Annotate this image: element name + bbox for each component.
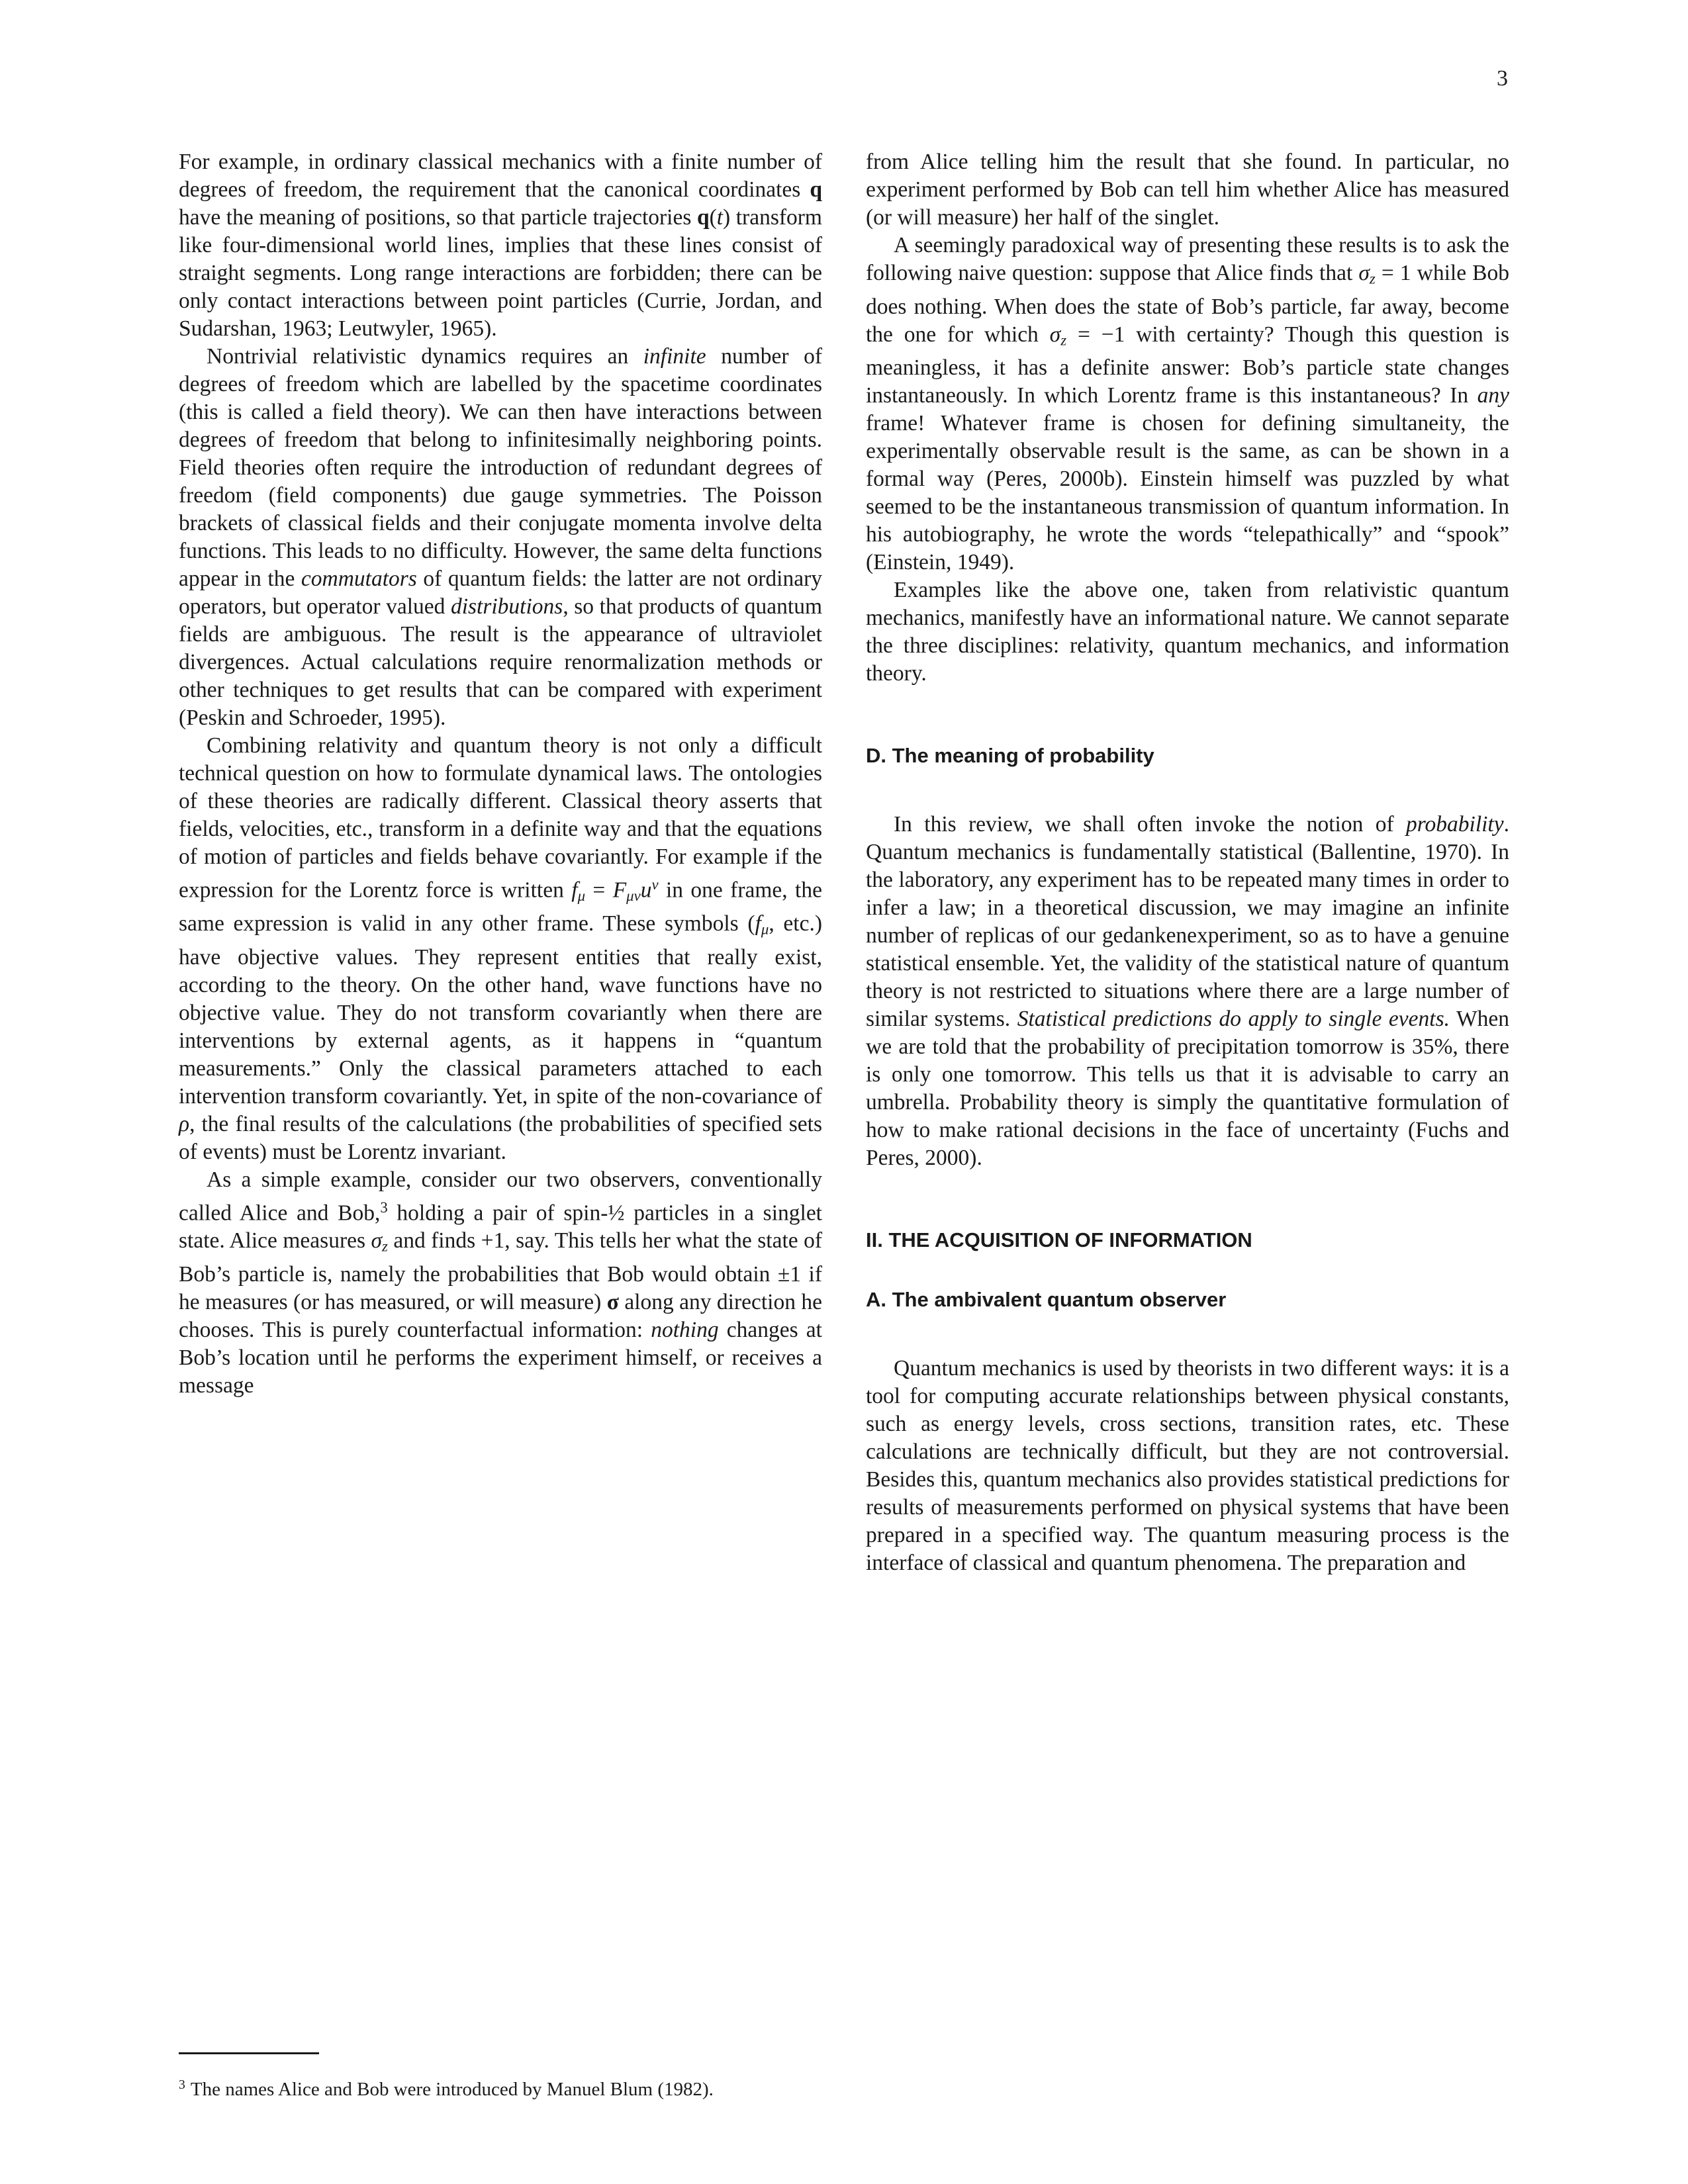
text-segment-b: q [810, 177, 822, 202]
paragraph [179, 148, 822, 343]
text-segment: = −1 with certainty? Though this question is meaningless, it has a definite answer: Bob’s particle state changes instantaneously. In which Lorentz frame is this instantaneous? In [866, 322, 1509, 408]
text-segment: , etc.) have objective values. They represent entities that really exist, according to the theory. On the other hand, wave functions have no objective value. They do not transform covariantly when there are interventions by external agents, as it happens in “quantum measurements.” Only the classical parameters attached to each intervention transform covariantly. Yet, in spite of the non-covariance of [179, 911, 822, 1109]
text-segment: Nontrivial relativistic dynamics requires an [207, 344, 643, 369]
paragraph [866, 576, 1509, 688]
text-segment: frame! Whatever frame is chosen for defining simultaneity, the experimentally observable result is the same, as can be shown in a formal way (Peres, 2000b). Einstein himself was puzzled by what seemed to be the instantaneous transmission of quantum information. In his autobiography, he wrote the words “telepathically” and “spook” (Einstein, 1949). [866, 411, 1509, 575]
text-segment: , so that products of quantum fields are ambiguous. The result is the appearance of ultraviolet divergences. Actual calculations require renormalization methods or other techniques to get results that can be compared with experiment (Peskin and Schroeder, 1995). [179, 594, 822, 730]
page-number: 3 [1497, 66, 1508, 91]
text-segment: = [585, 878, 613, 903]
text-segment-i: F [612, 878, 627, 903]
text-segment: For example, in ordinary classical mechanics with a finite number of degrees of freedom, the requirement that the canonical coordinates [179, 150, 822, 202]
text-segment: ) transform like four-dimensional world lines, implies that these lines consist of straight segments. Long range interactions are forbidden; there can be only contact interactions between point particles (Currie, Jordan, and Sudarshan, 1963; Leutwyler, 1965). [179, 205, 822, 341]
text-segment-i: t [716, 205, 724, 230]
text-segment: number of degrees of freedom which are labelled by the spacetime coordinates (this is called a field theory). We can then have interactions between degrees of freedom that belong to infinitesimally neighboring points. Field theories often require the introduction of redundant degrees of freedom (field components) due gauge symmetries. The Poisson brackets of classical fields and their conjugate momenta involve delta functions. This leads to no difficulty. However, the same delta functions appear in the [179, 344, 822, 591]
paragraph [866, 811, 1509, 1172]
text-segment-sup: 3 [380, 1199, 388, 1216]
text-segment-b: σ [606, 1289, 619, 1314]
right-column [866, 148, 1509, 2102]
paragraph [179, 1166, 822, 1400]
text-segment-i: f [571, 878, 578, 903]
text-segment-i: σ [1049, 322, 1061, 347]
text-segment: = 1 while Bob does nothing. When does the state of Bob’s particle, far away, become the one for which [866, 261, 1509, 347]
text-segment-sub: z [1369, 270, 1376, 287]
text-segment-i: probability [1405, 812, 1504, 837]
paragraph [179, 732, 822, 1166]
text-segment-sub: z [382, 1238, 388, 1255]
text-segment: holding a pair of spin-½ particles in a singlet state. Alice measures [179, 1201, 822, 1253]
footnote-rule [179, 2052, 319, 2054]
text-segment: from Alice telling him the result that she found. In particular, no experiment performed by Bob can tell him whether Alice has measured (or will measure) her half of the singlet. [866, 150, 1509, 230]
text-segment-i: commutators [301, 567, 417, 591]
text-segment: of quantum fields: the latter are not ordinary operators, but operator valued [179, 567, 822, 619]
text-segment-i: f [755, 911, 761, 936]
text-segment: Quantum mechanics is used by theorists in two different ways: it is a tool for computing accurate relationships between physical constants, such as energy levels, cross sections, transition rates, etc. These calculations are technically difficult, but they are not controversial. Besides this, quantum mechanics also provides statistical predictions for results of measurements performed on physical systems that have been prepared in a specified way. The quantum measuring process is the interface of classical and quantum phenomena. The preparation and [866, 1356, 1509, 1576]
paragraph [179, 343, 822, 732]
footnote [179, 2039, 822, 2102]
text-segment: , the final results of the calculations (the probabilities of specified sets of events) must be Lorentz invariant. [179, 1111, 822, 1164]
text-segment-i: Statistical predictions do apply to single events. [1017, 1007, 1450, 1032]
text-segment: Examples like the above one, taken from relativistic quantum mechanics, manifestly have an informational nature. We cannot separate the three disciplines: relativity, quantum mechanics, and information theory. [866, 578, 1509, 686]
text-segment: . Quantum mechanics is fundamentally statistical (Ballentine, 1970). In the laboratory, any experiment has to be repeated many times in order to infer a law; in a theoretical discussion, we may imagine an infinite number of replicas of our gedankenexperiment, so as to have a genuine statistical ensemble. Yet, the validity of the statistical nature of quantum theory is not restricted to situations where there are a large number of similar systems. [866, 812, 1509, 1032]
text-segment: In this review, we shall often invoke the notion of [894, 812, 1406, 837]
text-segment-i: any [1477, 383, 1509, 408]
paragraph [866, 148, 1509, 232]
text-segment-i: nothing [651, 1317, 719, 1342]
text-segment: ( [709, 205, 717, 230]
text-segment: As a simple example, consider our two observers, conventionally called Alice and Bob, [179, 1167, 822, 1226]
text-segment: have the meaning of positions, so that particle trajectories [179, 205, 697, 230]
section-heading: II. THE ACQUISITION OF INFORMATION [866, 1228, 1252, 1252]
text-segment-i: ρ [179, 1111, 190, 1136]
text-segment: and finds +1, say. This tells her what the state of Bob’s particle is, namely the probabilities that Bob would obtain ±1 if he measures (or has measured, or will measure) [179, 1228, 822, 1314]
text-segment-sub: μ [577, 887, 585, 905]
section-heading: A. The ambivalent quantum observer [866, 1288, 1227, 1312]
text-segment-b: q [696, 205, 710, 230]
left-column [179, 148, 822, 2102]
text-segment-sub: z [1060, 332, 1067, 349]
text-segment-i: infinite [643, 344, 706, 369]
text-segment: A seemingly paradoxical way of presenting these results is to ask the following naive question: suppose that Alice finds that [866, 233, 1509, 285]
text-segment-i: distributions [450, 594, 563, 619]
paragraph [866, 232, 1509, 576]
two-column-layout [179, 148, 1509, 2102]
text-segment-isup: ν [651, 876, 659, 893]
footnote-text [179, 2073, 761, 2102]
paragraph [866, 1355, 1509, 1577]
text-segment: The names Alice and Bob were introduced by Manuel Blum (1982). [190, 2079, 714, 2100]
text-segment-sub: μν [626, 887, 641, 905]
text-segment: along any direction he chooses. This is purely counterfactual information: [179, 1289, 822, 1342]
text-segment: When we are told that the probability of precipitation tomorrow is 35%, there is only one tomorrow. This tells us that it is advisable to carry an umbrella. Probability theory is simply the quantitative formulation of how to make rational decisions in the face of uncertainty (Fuchs and Peres, 2000). [866, 1007, 1509, 1171]
text-segment-i: u [640, 878, 652, 903]
text-segment-i: σ [371, 1228, 382, 1253]
text-segment: changes at Bob’s location until he performs the experiment himself, or receives a message [179, 1317, 822, 1398]
text-segment-sub: μ [761, 921, 769, 938]
text-segment: in one frame, the same expression is valid in any other frame. These symbols ( [179, 878, 822, 936]
footnote-marker: 3 [179, 2077, 185, 2093]
text-segment-i: σ [1358, 261, 1370, 285]
text-segment: Combining relativity and quantum theory is not only a difficult technical question on how to formulate dynamical laws. The ontologies of these theories are radically different. Classical theory asserts that fields, velocities, etc., transform in a definite way and that the equations of motion of particles and fields behave covariantly. For example if the expression for the Lorentz force is written [179, 733, 822, 903]
section-heading: D. The meaning of probability [866, 744, 1154, 768]
